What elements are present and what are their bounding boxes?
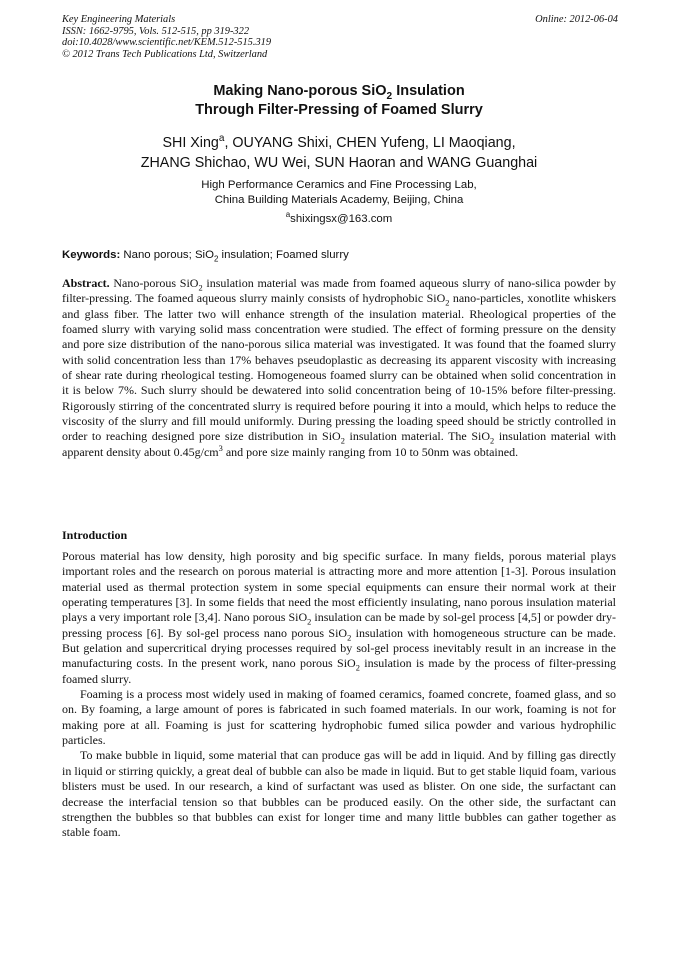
title-text: Insulation [392, 83, 465, 99]
abstract-subscript: 2 [490, 436, 495, 446]
author-text: , OUYANG Shixi, CHEN Yufeng, LI Maoqiang, [224, 135, 516, 151]
paragraph-text: insulation with homogeneous structure can be made. But gelation and supercritical drying processes required by sol-gel process inevitably result in an increase in the manufacturing costs. In the present work, nano porous SiO [62, 625, 616, 671]
abstract-label: Abstract. [62, 276, 110, 290]
abstract-subscript: 2 [340, 436, 345, 446]
abstract-text: insulation material with apparent density about 0.45g/cm [62, 429, 616, 459]
abstract-text: and pore size mainly ranging from 10 to 50nm was obtained. [222, 444, 519, 459]
paragraph-subscript: 2 [355, 663, 360, 673]
abstract-text: Nano-porous SiO [109, 276, 199, 290]
copyright-line: © 2012 Trans Tech Publications Ltd, Switzerland [62, 48, 268, 60]
keywords [62, 248, 616, 262]
abstract-text: insulation material was made from foamed aqueous slurry of nano-silica powder by filter-pressing. The foamed aqueous slurry mainly consists of hydrophobic SiO [62, 276, 616, 306]
paragraph-text: insulation is made by the process of filter-pressing foamed slurry. [62, 656, 616, 686]
keywords-text: insulation; Foamed slurry [218, 249, 349, 261]
introduction-body [62, 549, 616, 841]
author-line-2: ZHANG Shichao, WU Wei, SUN Haoran and WANG Guanghai [140, 155, 538, 171]
journal-name: Key Engineering Materials [62, 14, 176, 25]
paragraph-text: Porous material has low density, high porosity and big specific surface. In many fields, porous material plays important roles and the research on porous material is attracting more and more attention [1-3]. Porous insulation material used as thermal protection system in some special equipments can ensure their normal work at their operating temperatures [3]. In some fields that need the most efficiently insulating, nano porous insulation material plays a very important role [3,4]. Nano porous SiO [62, 549, 616, 625]
intro-paragraph-3: To make bubble in liquid, some material that can produce gas will be add in liquid. And by filling gas directly in liquid or stirring quickly, a great deal of bubble can also be made in liquid. But to get stable liquid foam, various blisters must be used. In our research, a kind of surfactant was used as blister. On one side, the surfactant can decrease the interfacial tension so that bubbles can be produced easily. On the other side, the surfactant can strengthen the bubbles so that bubbles can exist for longer time and many little bubbles can gather together as stable foam. [62, 748, 616, 840]
issn-line: ISSN: 1662-9795, Vols. 512-515, pp 319-322 [62, 25, 250, 37]
abstract-text: nano-particles, xonotlite whiskers and glass fiber. The latter two will enhance strength of the insulation material. Rheological properties of the foamed slurry with varying solid mass concentration were studied. The effect of forming pressure on the density and pore size distribution of the nano-porous silica material was investigated. It was found that the foamed slurry with solid concentration less than 17% behaves pseudoplastic as decreasing its apparent viscosity with increasing of shear rate during rheological testing. Homogeneous foamed slurry can be obtained when solid concentration in it is below 7%. Such slurry should be dewatered into solid concentration being of 10-15% before filter-pressing. Rigorously stirring of the concentrated slurry is required before pouring it into a mould, which helps to reduce the viscosity of the slurry and fill mould uniformly. During pressing the loading speed should be strictly controlled in order to reaching designed pore size distribution in SiO [62, 291, 616, 444]
abstract-subscript: 2 [198, 283, 203, 293]
abstract [62, 276, 616, 460]
author-email [62, 212, 616, 226]
paragraph-subscript: 2 [347, 633, 352, 643]
author-list [62, 133, 616, 173]
paragraph-subscript: 2 [307, 617, 312, 627]
title-text: Making Nano-porous SiO [213, 83, 387, 99]
doi-line: doi:10.4028/www.scientific.net/KEM.512-515.319 [62, 37, 272, 49]
title-line-2: Through Filter-Pressing of Foamed Slurry [195, 102, 483, 118]
keywords-text: Nano porous; SiO [120, 249, 214, 261]
email-superscript: a [285, 210, 291, 220]
author-text: SHI Xing [162, 135, 219, 151]
affiliation-line-2: China Building Materials Academy, Beijing, China [214, 193, 464, 206]
author-line-1 [62, 133, 616, 153]
affiliation [62, 178, 616, 207]
affiliation-line-1: High Performance Ceramics and Fine Processing Lab, [201, 179, 477, 191]
abstract-text: insulation material. The SiO [344, 429, 491, 444]
paragraph-text: insulation can be made by sol-gel process [4,5] or powder dry-pressing process [6]. By sol-gel process nano porous SiO [62, 610, 616, 640]
email-address: shixingsx@163.com [290, 213, 393, 225]
intro-paragraph-1 [62, 549, 616, 687]
abstract-superscript: 3 [218, 443, 223, 453]
keywords-subscript: 2 [213, 254, 219, 264]
author-superscript: a [218, 133, 225, 145]
title-subscript: 2 [386, 90, 393, 102]
online-date: Online: 2012-06-04 [535, 14, 618, 25]
title-line-1 [62, 82, 616, 101]
paper-title [62, 82, 616, 120]
section-heading-introduction: Introduction [62, 528, 128, 542]
journal-header [62, 14, 618, 60]
keywords-label: Keywords: [62, 249, 121, 261]
intro-paragraph-2: Foaming is a process most widely used in making of foamed ceramics, foamed concrete, foamed glass, and so on. By foaming, a large amount of pores is fabricated in such foamed materials. In our work, foaming is not for making pore at all. Foaming is just for scattering hydrophobic fumed silica powder and various hydrophilic particles. [62, 687, 616, 748]
abstract-subscript: 2 [445, 298, 450, 308]
